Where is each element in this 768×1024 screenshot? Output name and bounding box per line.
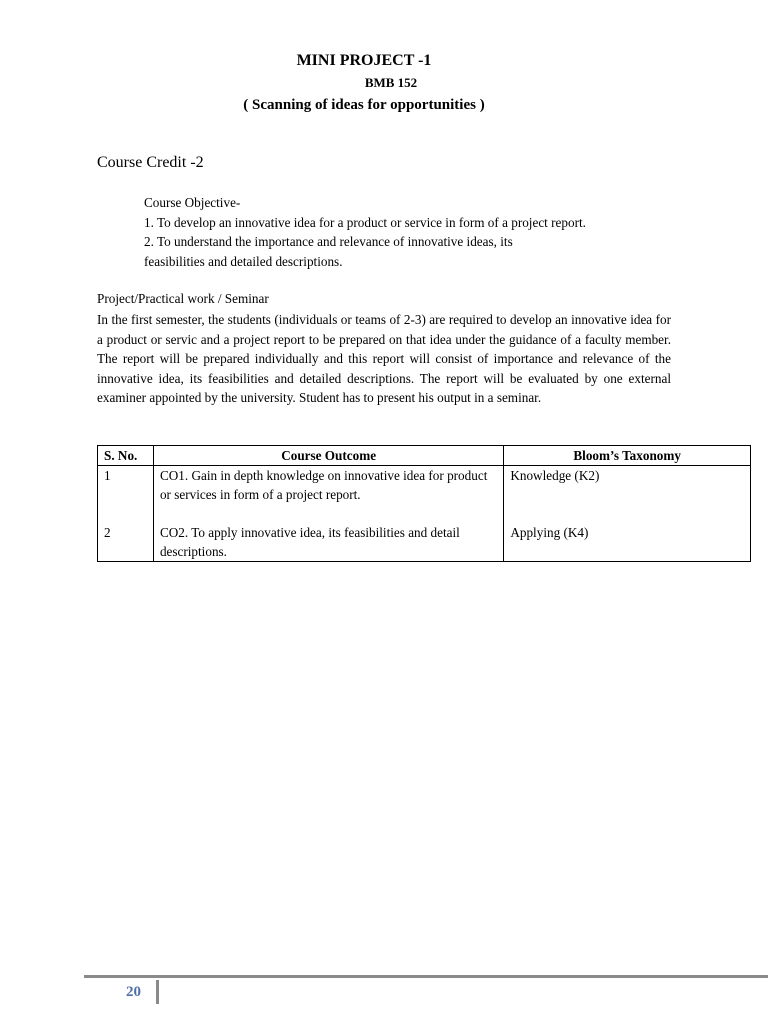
objective-line: 2. To understand the importance and relevance of innovative ideas, its [144,234,513,249]
course-outcome-cell: CO2. To apply innovative idea, its feasibilities and detail descriptions. [153,523,503,562]
course-objective-section [144,193,684,271]
header-course-outcome: Course Outcome [153,446,503,466]
taxonomy-cell: Knowledge (K2) [504,466,751,524]
page-number-divider [156,980,159,1004]
table-row [98,523,751,562]
table-header-row [98,446,751,466]
objective-line: 1. To develop an innovative idea for a product or service in form of a project report. [144,214,586,230]
header-serial-number: S. No. [98,446,154,466]
serial-number-cell: 2 [98,523,154,562]
page-number: 20 [126,984,141,1000]
project-work-heading: Project/Practical work / Seminar [97,291,269,306]
course-credit: Course Credit -2 [97,154,204,171]
objective-line: feasibilities and detailed descriptions. [144,253,343,269]
taxonomy-cell: Applying (K4) [504,523,751,562]
course-code: BMB 152 [364,75,418,90]
table-row [98,466,751,524]
course-outcome-cell: CO1. Gain in depth knowledge on innovative idea for product or services in form of a project report. [153,466,503,524]
document-subtitle: ( Scanning of ideas for opportunities ) [243,97,485,113]
course-objective-heading: Course Objective- [144,195,241,210]
footer-divider [84,975,768,978]
project-work-description: In the first semester, the students (individuals or teams of 2-3) are required to develop an innovative idea for a product or servic and a project report to be prepared on that idea under the guidance of a faculty member. The report will be prepared individually and this report will consist of importance and relevance of the innovative idea, its feasibilities and detailed descriptions. The report will be evaluated by one external examiner appointed by the university. Student has to present his output in a seminar. [97,312,671,405]
course-outcome-table [97,445,751,562]
header-blooms-taxonomy: Bloom’s Taxonomy [504,446,751,466]
serial-number-cell: 1 [98,466,154,524]
document-title: MINI PROJECT -1 [296,52,432,69]
